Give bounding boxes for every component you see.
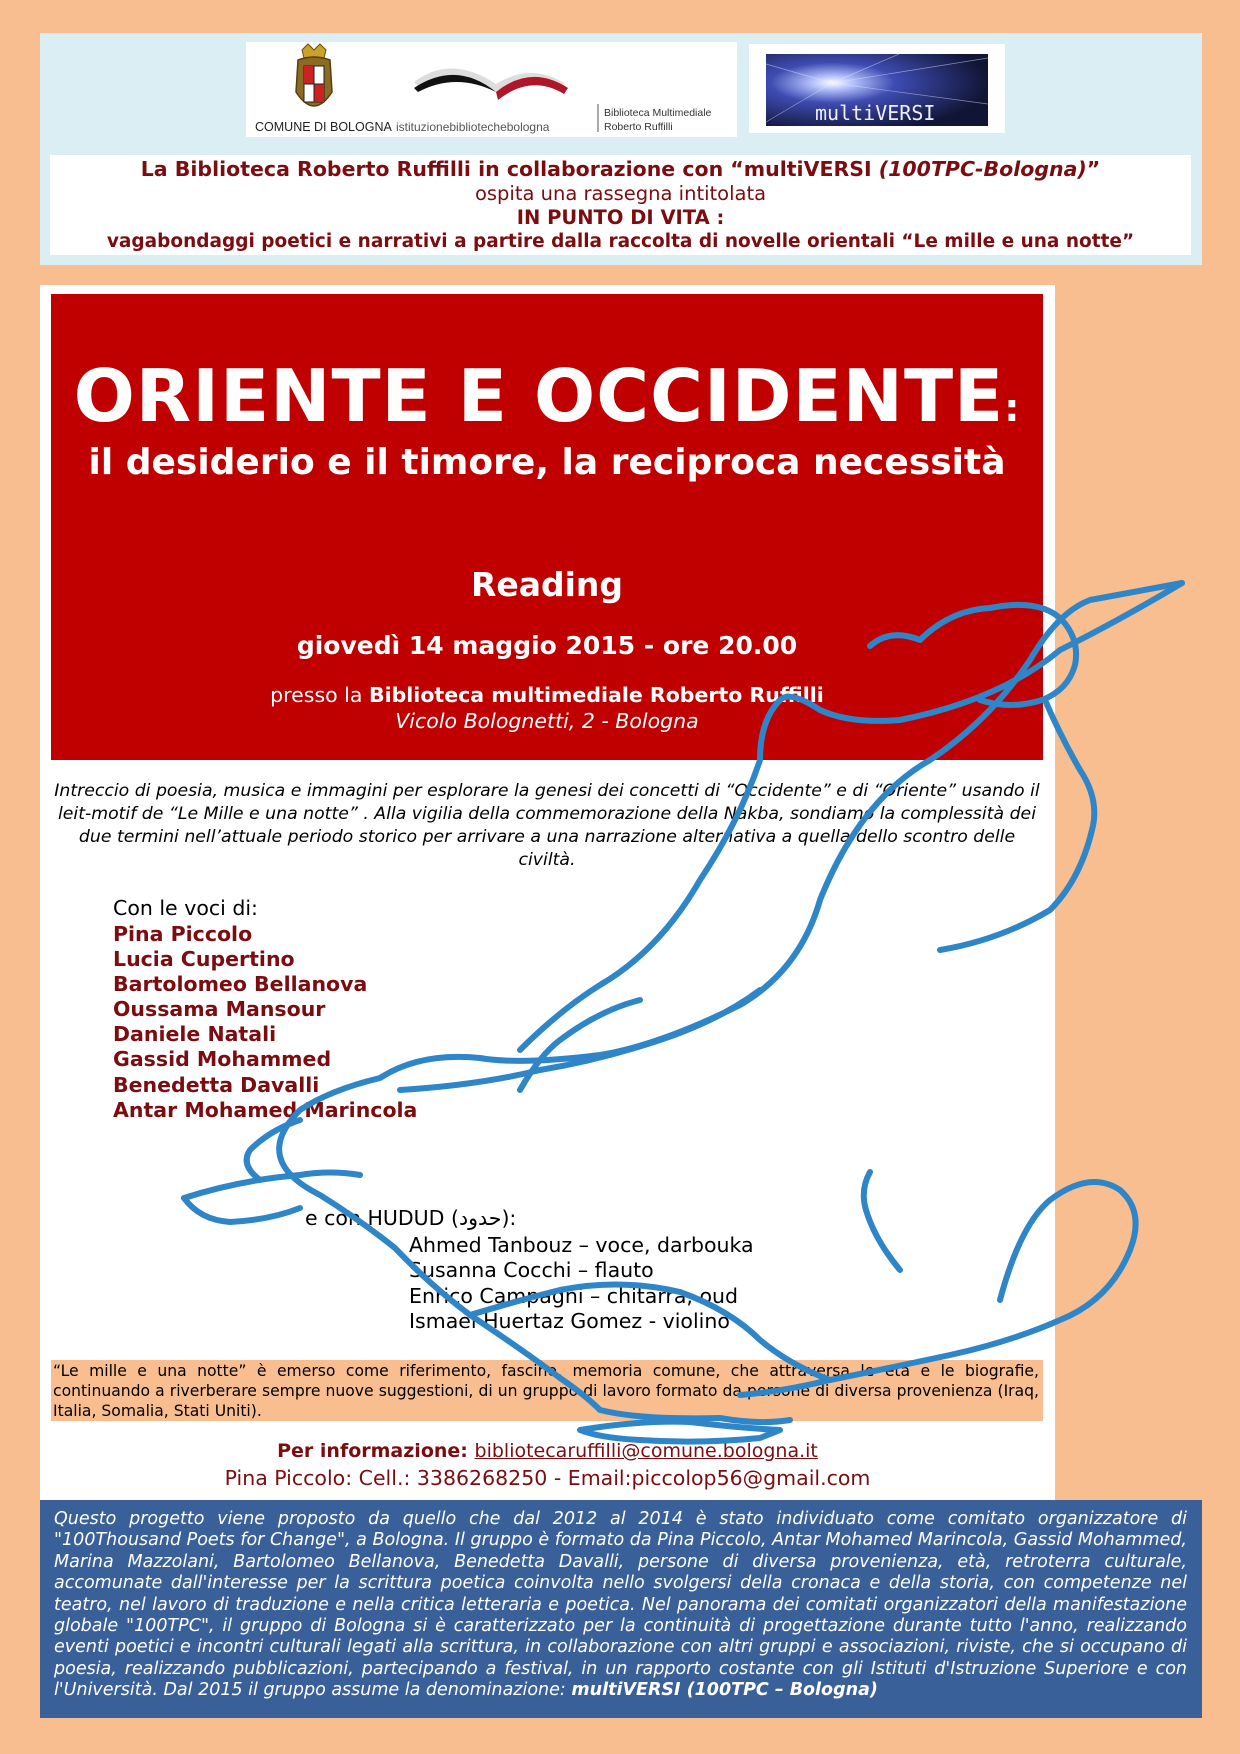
voice-name: Antar Mohamed Marincola [113,1097,418,1122]
info-label: Per informazione: [277,1440,475,1462]
header-line-2: ospita una rassegna intitolata [474,182,767,205]
voice-name: Pina Piccolo [113,922,253,946]
partner-logos [246,42,737,137]
logo-biblioteca-line1: Biblioteca Multimediale [604,107,712,119]
project-group-name: multiVERSI (100TPC – Bologna) [571,1680,878,1701]
voices-list [113,922,417,1123]
series-subtitle: vagabondaggi poetici e narrativi a partire dalla raccolta di novelle orientali “Le mille e una notte” [106,231,1135,252]
voice-name: Daniele Natali [113,1022,277,1047]
multiversi-svg [749,44,1005,133]
musician: Ahmed Tanbouz – voce, darbouka [409,1233,754,1257]
info-line [40,1440,1055,1462]
event-date: giovedì 14 maggio 2015 - ore 20.00 [296,631,798,660]
logo-comune-text: COMUNE DI BOLOGNA [255,120,392,134]
voice-name: Gassid Mohammed [113,1047,332,1072]
header-announcement [50,155,1191,255]
open-book-logo-icon [414,68,568,100]
voice-name: Bartolomeo Bellanova [113,972,368,997]
event-banner [51,294,1043,760]
info-email-link[interactable]: bibliotecaruffilli@comune.bologna.it [474,1440,818,1462]
voice-name: Benedetta Davalli [113,1072,320,1097]
musician: Susanna Cocchi – flauto [409,1258,654,1283]
header-line-1: La Biblioteca Roberto Ruffilli in collaborazione con “multiVERSI (100TPC-Bologna)” [140,157,1101,181]
logos-svg [246,42,737,137]
contact-line: Pina Piccolo: Cell.: 3386268250 - Email:piccolop56@gmail.com [224,1466,871,1490]
note-text: “Le mille e una notte” è emerso come riferimento, fascino, memoria comune, che attraversa le età e le biografie, continuando a riverberare sempre nuove suggestioni, di un gruppo di lavoro formato da persone di diversa provenienza (Iraq, Italia, Somalia, Stati Uniti). [53,1362,1039,1420]
event-subtitle: il desiderio e il timore, la reciproca necessità [88,442,1006,483]
voice-name: Lucia Cupertino [113,947,295,972]
event-address: Vicolo Bolognetti, 2 - Bologna [395,709,699,733]
logo-multiversi-text: multiVERSI [815,101,936,125]
voice-name: Oussama Mansour [113,997,326,1022]
voices-label: Con le voci di: [113,896,258,920]
logo-istituzione-text: istituzionebibliotechebologna [396,120,550,134]
event-type: Reading [470,565,624,604]
event-description: Intreccio di poesia, musica e immagini per esplorare la genesi dei concetti di “Occidente” e di “Oriente” usando il leit-motif de “Le Mille e una notte” . Alla vigilia della commemorazione della Nakba, sondiamo la complessità dei due termini nell’attuale periodo storico per arrivare a una narrazione alternativa a quella dello scontro delle civiltà. [54,781,1040,870]
multiversi-logo [749,44,1005,133]
musicians-list [409,1233,754,1334]
event-venue: presso la Biblioteca multimediale Roberto Ruffilli [270,683,824,707]
hudud-label: e con HUDUD (حدود): [305,1206,517,1230]
project-description: Questo progetto viene proposto da quello che dal 2012 al 2014 è stato individuato come comitato organizzatore di "100Thousand Poets for Change", a Bologna. Il gruppo è formato da Pina Piccolo, Antar Mohamed Marincola, Gassid Mohammed, Marina Mazzolani, Bartolomeo Bellanova, Benedetta Davalli, persone di diversa provenienza, età, retroterra culturale, accomunate dall'interesse per la scrittura poetica coinvolta nello svolgersi della cronaca e della storia, con competenze nel teatro, nel lavoro di traduzione e nella critica letteraria e poetica. Nel panorama dei comitati organizzatori della manifestazione globale "100TPC", il gruppo di Bologna si è caratterizzato per la continuità di progettazione durante tutto l'anno, realizzando eventi poetici e incontri culturali legati alla scrittura, in collaborazione con altri gruppi e associazioni, riviste, che si occupano di poesia, realizzando pubblicazioni, partecipando a festival, in un rapporto costante con gli Istituti d'Istruzione Superiore e con l'Università. Dal 2015 il gruppo assume la denominazione: multiVERSI (100TPC – Bologna) [54,1509,1187,1701]
series-title: IN PUNTO DI VITA : [516,206,725,229]
bologna-coat-of-arms-icon [296,44,332,106]
musician: Enrico Campagni – chitarra, oud [409,1283,739,1308]
logo-biblioteca-line2: Roberto Ruffilli [604,121,673,133]
musician: Ismael Huertaz Gomez - violino [409,1308,730,1333]
event-title: ORIENTE E OCCIDENTE: [73,354,1021,438]
